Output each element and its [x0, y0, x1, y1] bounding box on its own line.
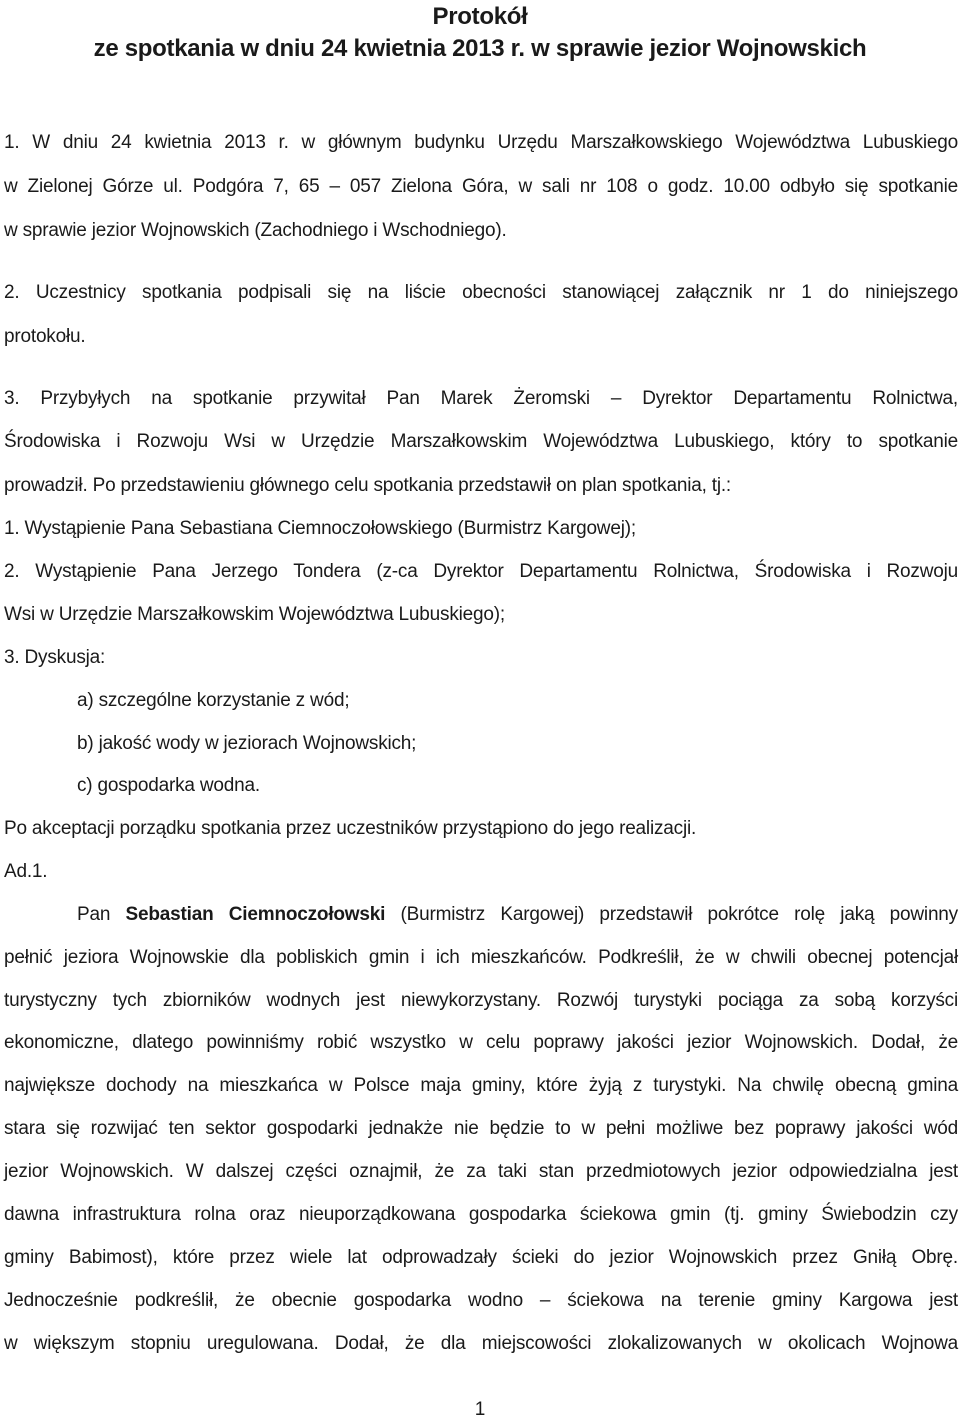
paragraph-line: Jednocześnie podkreślił, że obecnie gospodarka wodno – ściekowa na terenie gminy Kargowa jest — [4, 1290, 958, 1311]
paragraph-line: prowadził. Po przedstawieniu głównego celu spotkania przedstawił on plan spotkania, tj.: — [4, 475, 731, 496]
paragraph-line: protokołu. — [4, 326, 86, 347]
paragraph-line: 3. Przybyłych na spotkanie przywitał Pan Marek Żeromski – Dyrektor Departamentu Rolnictwa, — [4, 388, 958, 409]
paragraph-line: turystyczny tych zbiorników wodnych jest niewykorzystany. Rozwój turystyki pociąga za sobą korzyści — [4, 990, 958, 1011]
document-subtitle: ze spotkania w dniu 24 kwietnia 2013 r. w sprawie jezior Wojnowskich — [93, 35, 867, 62]
paragraph-line: w Zielonej Górze ul. Podgóra 7, 65 – 057 Zielona Góra, w sali nr 108 o godz. 10.00 odbyło się spotkanie — [4, 176, 958, 197]
paragraph-line: ekonomiczne, dlatego powinniśmy robić wszystko w celu poprawy jakości jezior Wojnowskich. Dodał, że — [4, 1032, 958, 1053]
paragraph-line: 1. W dniu 24 kwietnia 2013 r. w głównym budynku Urzędu Marszałkowskiego Województwa Lubuskiego — [4, 132, 958, 153]
paragraph-line — [77, 903, 958, 927]
agenda-item: 1. Wystąpienie Pana Sebastiana Ciemnoczołowskiego (Burmistrz Kargowej); — [4, 518, 636, 539]
agenda-item: 3. Dyskusja: — [4, 647, 106, 668]
paragraph-line: stara się rozwijać ten sektor gospodarki jednakże nie będzie to w pełni możliwe bez poprawy jakości wód — [4, 1118, 958, 1139]
paragraph-line: dawna infrastruktura rolna oraz nieuporządkowana gospodarka ściekowa gmin (tj. gminy Świebodzin czy — [4, 1204, 958, 1225]
agenda-item: 2. Wystąpienie Pana Jerzego Tondera (z-ca Dyrektor Departamentu Rolnictwa, Środowiska i Rozwoju — [4, 561, 958, 582]
paragraph-line: pełnić jeziora Wojnowskie dla pobliskich gmin i ich mieszkańców. Podkreślił, że w chwili obecnej potencjał — [4, 947, 958, 968]
speaker-name: Sebastian Ciemnoczołowski — [125, 904, 386, 925]
page-number: 1 — [474, 1399, 486, 1420]
discussion-subitem: a) szczególne korzystanie z wód; — [77, 690, 350, 711]
section-heading: Ad.1. — [4, 861, 48, 882]
paragraph-line: Środowiska i Rozwoju Wsi w Urzędzie Marszałkowskim Województwa Lubuskiego, który to spotkanie — [4, 431, 958, 452]
paragraph-line: w większym stopniu uregulowana. Dodał, że dla miejscowości zlokalizowanych w okolicach Wojnowa — [4, 1333, 958, 1354]
paragraph-line: w sprawie jezior Wojnowskich (Zachodniego i Wschodniego). — [4, 220, 507, 241]
discussion-subitem: b) jakość wody w jeziorach Wojnowskich; — [77, 733, 417, 754]
paragraph-line: gminy Babimost), które przez wiele lat odprowadzały ścieki do jezior Wojnowskich przez Gniłą Obrę. — [4, 1247, 958, 1268]
discussion-subitem: c) gospodarka wodna. — [77, 775, 260, 796]
paragraph-line: największe dochody na mieszkańca w Polsce maja gminy, które żyją z turystyki. Na chwilę obecną gmina — [4, 1075, 958, 1096]
document-title: Protokół — [432, 3, 528, 30]
paragraph-line: jezior Wojnowskich. W dalszej części oznajmił, że za taki stan przedmiotowych jezior odpowiedzialna jest — [4, 1161, 958, 1182]
paragraph-line: Po akceptacji porządku spotkania przez uczestników przystąpiono do jego realizacji. — [4, 818, 697, 839]
paragraph-line: Wsi w Urzędzie Marszałkowskim Województwa Lubuskiego); — [4, 604, 505, 625]
text-run: (Burmistrz Kargowej) przedstawił pokrótce rolę jaką powinny — [385, 904, 958, 925]
text-run: Pan — [77, 904, 126, 925]
paragraph-line: 2. Uczestnicy spotkania podpisali się na liście obecności stanowiącej załącznik nr 1 do niniejszego — [4, 282, 958, 303]
